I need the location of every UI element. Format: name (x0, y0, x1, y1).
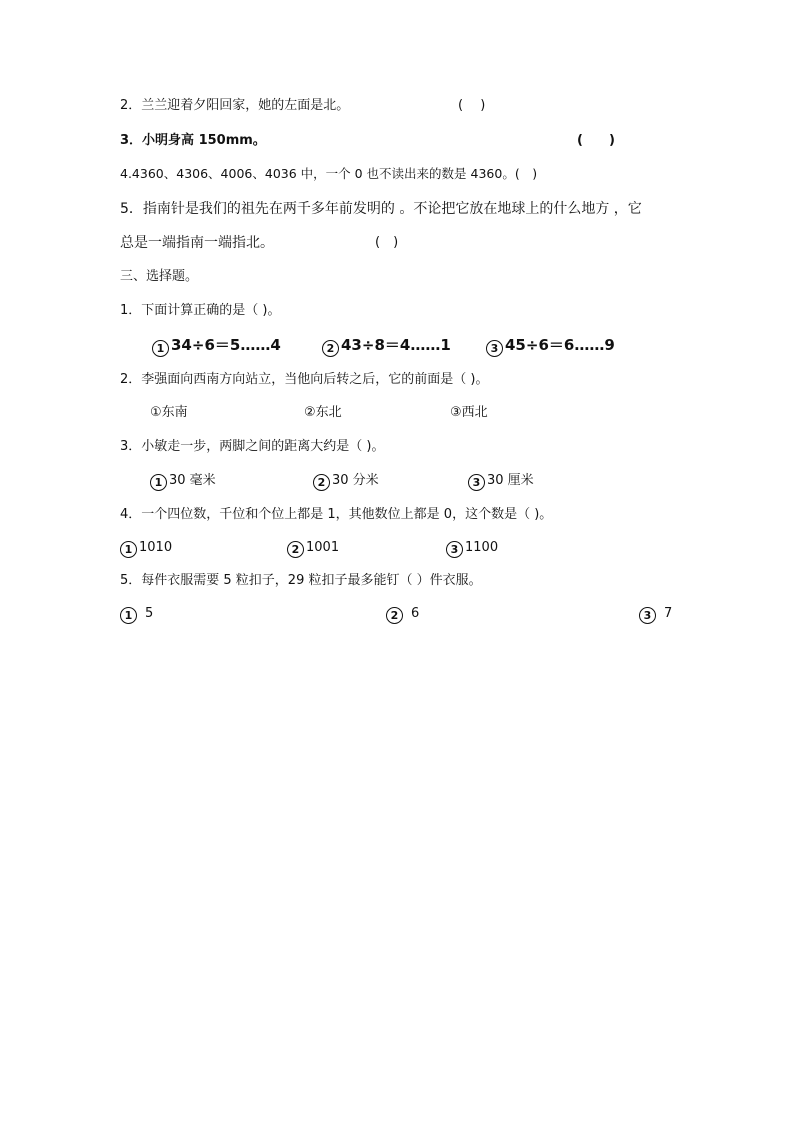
choice-q5-option-1[interactable] (120, 605, 153, 624)
circled-two-icon: 2 (386, 607, 403, 624)
choice-q1-option-1[interactable] (152, 336, 281, 357)
choice-q2-option-1[interactable]: ①东南 (150, 405, 188, 420)
choice-q4-stem: 4．一个四位数，千位和个位上都是 1，其他数位上都是 0，这个数是（ )。 (120, 507, 553, 522)
circled-three-icon: 3 (639, 607, 656, 624)
option-text: 6 (411, 606, 420, 621)
circled-three-icon: 3 (486, 340, 503, 357)
option-text: 30 厘米 (487, 473, 534, 488)
judgement-q5-line1: 5．指南针是我们的祖先在两千多年前发明的 。不论把它放在地球上的什么地方 ，它 (120, 201, 642, 217)
judgement-q4-text: 4.4360、4306、4006、4036 中，一个 0 也不读出来的数是 4360。( ) (120, 166, 538, 181)
circled-three-icon: 3 (446, 541, 463, 558)
choice-q3-option-3[interactable] (468, 472, 534, 491)
choice-q1-option-2[interactable] (322, 336, 451, 357)
circled-two-icon: 2 (287, 541, 304, 558)
judgement-q5-line2: 总是一端指南一端指北。 (120, 235, 274, 251)
choice-q4-option-1[interactable] (120, 539, 172, 558)
circled-one-icon: 1 (150, 474, 167, 491)
choice-q4-option-2[interactable] (287, 539, 339, 558)
option-text: 5 (145, 606, 154, 621)
option-text: 30 分米 (332, 473, 379, 488)
choice-q2-stem: 2．李强面向西南方向站立，当他向后转之后，它的前面是（ )。 (120, 372, 489, 387)
choice-q2-option-2[interactable]: ②东北 (304, 405, 342, 420)
choice-q4-option-3[interactable] (446, 539, 498, 558)
option-text: 1010 (139, 540, 173, 555)
option-text: 43÷8＝4……1 (341, 336, 451, 354)
choice-q3-option-2[interactable] (313, 472, 379, 491)
option-text: 1001 (306, 540, 340, 555)
judgement-q3-answer-blank[interactable]: ( ) (577, 133, 615, 148)
judgement-q3 (120, 132, 266, 150)
circled-two-icon: 2 (313, 474, 330, 491)
judgement-q2 (120, 97, 349, 115)
option-text: 34÷6＝5……4 (171, 336, 281, 354)
option-text: 7 (664, 606, 673, 621)
choice-q5-stem: 5．每件衣服需要 5 粒扣子，29 粒扣子最多能钉（ ）件衣服。 (120, 573, 482, 588)
option-text: 1100 (465, 540, 499, 555)
option-text: 30 毫米 (169, 473, 216, 488)
judgement-q2-answer-blank[interactable]: ( ) (458, 98, 486, 113)
circled-three-icon: 3 (468, 474, 485, 491)
section-title: 三、选择题。 (120, 269, 199, 284)
circled-one-icon: 1 (120, 541, 137, 558)
choice-q5-option-2[interactable] (386, 605, 419, 624)
choice-q2-option-3[interactable]: ③西北 (450, 405, 488, 420)
circled-one-icon: 1 (152, 340, 169, 357)
judgement-q3-text: 3．小明身高 150mm。 (120, 133, 266, 148)
choice-q3-stem: 3．小敏走一步，两脚之间的距离大约是（ )。 (120, 439, 385, 454)
choice-q5-option-3[interactable] (639, 605, 672, 624)
circled-one-icon: 1 (120, 607, 137, 624)
circled-two-icon: 2 (322, 340, 339, 357)
choice-q3-option-1[interactable] (150, 472, 216, 491)
choice-q1-stem: 1．下面计算正确的是（ )。 (120, 303, 281, 318)
judgement-q4 (120, 165, 537, 183)
option-text: 45÷6＝6……9 (505, 336, 615, 354)
judgement-q5-answer-blank[interactable]: ( ) (375, 235, 399, 250)
judgement-q2-text: 2．兰兰迎着夕阳回家，她的左面是北。 (120, 98, 350, 113)
choice-q1-option-3[interactable] (486, 336, 615, 357)
